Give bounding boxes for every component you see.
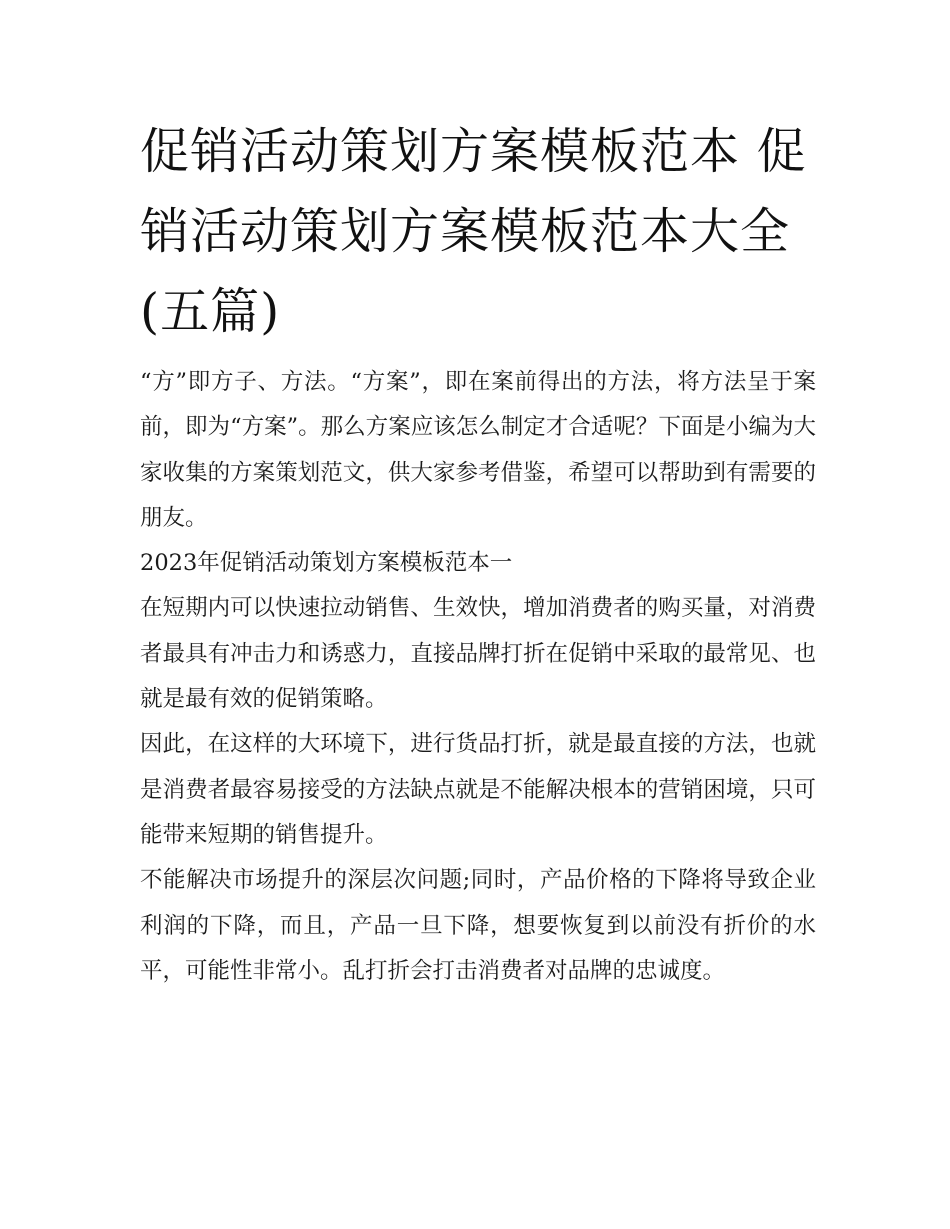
body-paragraph: 因此，在这样的大环境下，进行货品打折，就是最直接的方法，也就是消费者最容易接受的方法缺点就是不能解决根本的营销困境，只可能带来短期的销售提升。 — [140, 731, 816, 848]
body-paragraph: 在短期内可以快速拉动销售、生效快，增加消费者的购买量，对消费者最具有冲击力和诱惑力，直接品牌打折在促销中采取的最常见、也就是最有效的促销策略。 — [140, 595, 816, 713]
body-paragraph: 不能解决市场提升的深层次问题;同时，产品价格的下降将导致企业利润的下降，而且，产品一旦下降，想要恢复到以前没有折价的水平，可能性非常小。乱打折会打击消费者对品牌的忠诚度。 — [140, 867, 816, 984]
section-heading: 2023年促销活动策划方案模板范本一 — [140, 550, 513, 577]
document-body — [140, 360, 816, 994]
document-title: 促销活动策划方案模板范本 促销活动策划方案模板范本大全(五篇) — [140, 123, 807, 340]
intro-paragraph: “方”即方子、方法。“方案”，即在案前得出的方法，将方法呈于案前，即为“方案”。那么方案应该怎么制定才合适呢？下面是小编为大家收集的方案策划范文，供大家参考借鉴，希望可以帮助到有需要的朋友。 — [140, 369, 816, 531]
document-content — [140, 112, 816, 994]
